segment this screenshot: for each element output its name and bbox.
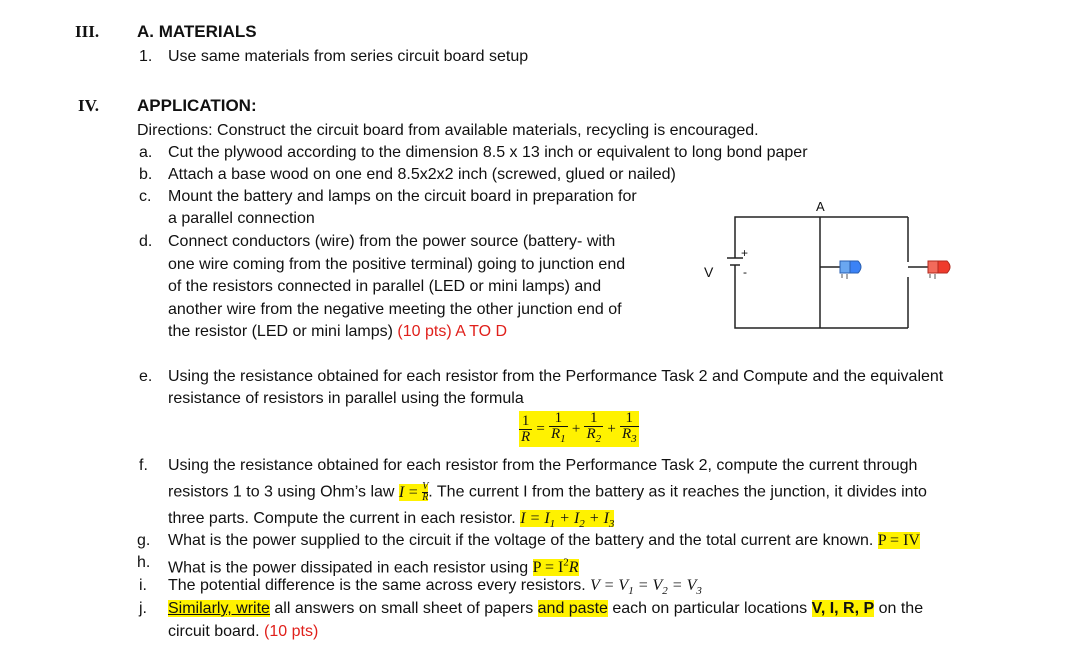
item-a-text: Cut the plywood according to the dimension 8.5 x 13 inch or equivalent to long bond paper (168, 144, 808, 161)
item-j-line-2: circuit board. (10 pts) (168, 623, 319, 640)
item-d-line-2: one wire coming from the positive terminal) going to junction end (168, 256, 626, 273)
circuit-wires (735, 217, 928, 328)
item-j-points: (10 pts) (264, 623, 319, 640)
item-i-marker: i. (139, 577, 147, 594)
item-f-line-2: resistors 1 to 3 using Ohm’s law I = $\frac{V}{R}$ . The current I from the battery as it reaches the junction, it divides into (168, 481, 927, 503)
section-4-numeral: IV. (78, 96, 99, 115)
fraction-1-over-r3: $\frac{1}{R_3}$ (621, 410, 637, 445)
ohms-law-formula: I = $\frac{V}{R}$ (398, 481, 429, 503)
fraction-1-over-r1: $\frac{1}{R_1}$ (550, 410, 566, 445)
item-a-marker: a. (139, 144, 153, 161)
wire-bottom-left (735, 276, 820, 328)
minus-sign: - (743, 265, 747, 279)
item-d-line-5-wrap (168, 323, 507, 341)
and-paste-highlight: and paste (537, 600, 608, 617)
plus-sign: + (741, 246, 749, 260)
parallel-circuit-diagram (690, 195, 980, 335)
item-c-marker: c. (139, 188, 152, 205)
item-d-points: (10 pts) A TO D (397, 323, 508, 340)
item-c-line-2: a parallel connection (168, 210, 315, 227)
voltage-equality-formula: $V = V_1 = V_2 = V_3$ (590, 577, 702, 598)
virp-highlight: V, I, R, P (811, 600, 875, 617)
item-g-marker: g. (137, 532, 151, 549)
item-i-line: The potential difference is the same across every resistors. $V = V_1 = V_2 = V_3$ (168, 577, 702, 598)
current-sum-formula: $I = I_1 + I_2 + I_3$ (520, 510, 615, 531)
item-d-line-1: Connect conductors (wire) from the power source (battery- with (168, 233, 616, 250)
item-h-marker: h. (137, 554, 151, 571)
directions-text: Directions: Construct the circuit board from available materials, recycling is encouraged. (137, 122, 759, 139)
item-d-line-3: of the resistors connected in parallel (LED or mini lamps) and (168, 278, 602, 295)
section-3-numeral: III. (75, 22, 100, 41)
label-a: A (816, 199, 825, 214)
fraction-1-over-r2: $\frac{1}{R_2}$ (586, 410, 602, 445)
equals-sign: = (536, 420, 545, 437)
red-led-icon (928, 261, 950, 279)
plus-sign-2: + (607, 420, 616, 437)
item-d-line-4: another wire from the negative meeting the other junction end of (168, 301, 622, 318)
fraction-1-over-r: $\frac{1}{R}$ (521, 412, 531, 445)
item-d-line-5: the resistor (LED or mini lamps) (168, 323, 393, 340)
item-f-line-1: Using the resistance obtained for each resistor from the Performance Task 2, compute the current through (168, 457, 918, 474)
item-j-line-1: Similarly, write all answers on small sheet of papers and paste each on particular locations V, I, R, P on the (168, 600, 924, 617)
item-h-line: What is the power dissipated in each resistor using $P = I^2R$ (168, 557, 579, 577)
item-g-line: What is the power supplied to the circuit if the voltage of the battery and the total current are known. P = IV (168, 532, 920, 549)
item-b-marker: b. (139, 166, 153, 183)
item-e-line-2: resistance of resistors in parallel using the formula (168, 390, 524, 407)
materials-item-1-text: Use same materials from series circuit board setup (168, 48, 529, 65)
label-v: V (704, 264, 714, 280)
power-dissipated-formula: $P = I^2R$ (532, 557, 579, 577)
parallel-resistance-formula (519, 411, 639, 447)
item-e-line-1: Using the resistance obtained for each resistor from the Performance Task 2 and Compute and the equivalent (168, 368, 944, 385)
similarly-write-highlight: Similarly, write (168, 600, 270, 617)
application-heading: APPLICATION: (137, 96, 257, 115)
item-f-line-3: three parts. Compute the current in each resistor. $I = I_1 + I_2 + I_3$ (168, 510, 615, 531)
item-d-marker: d. (139, 233, 153, 250)
plus-sign-1: + (571, 420, 581, 437)
blue-led-icon (840, 261, 861, 279)
item-j-marker: j. (139, 600, 147, 617)
materials-heading: A. MATERIALS (137, 22, 257, 41)
item-c-line-1: Mount the battery and lamps on the circuit board in preparation for (168, 188, 637, 205)
power-formula: P = IV (877, 532, 920, 549)
item-b-text: Attach a base wood on one end 8.5x2x2 inch (screwed, glued or nailed) (168, 166, 676, 183)
item-e-marker: e. (139, 368, 153, 385)
materials-item-1-marker: 1. (139, 48, 153, 65)
item-f-marker: f. (139, 457, 148, 474)
